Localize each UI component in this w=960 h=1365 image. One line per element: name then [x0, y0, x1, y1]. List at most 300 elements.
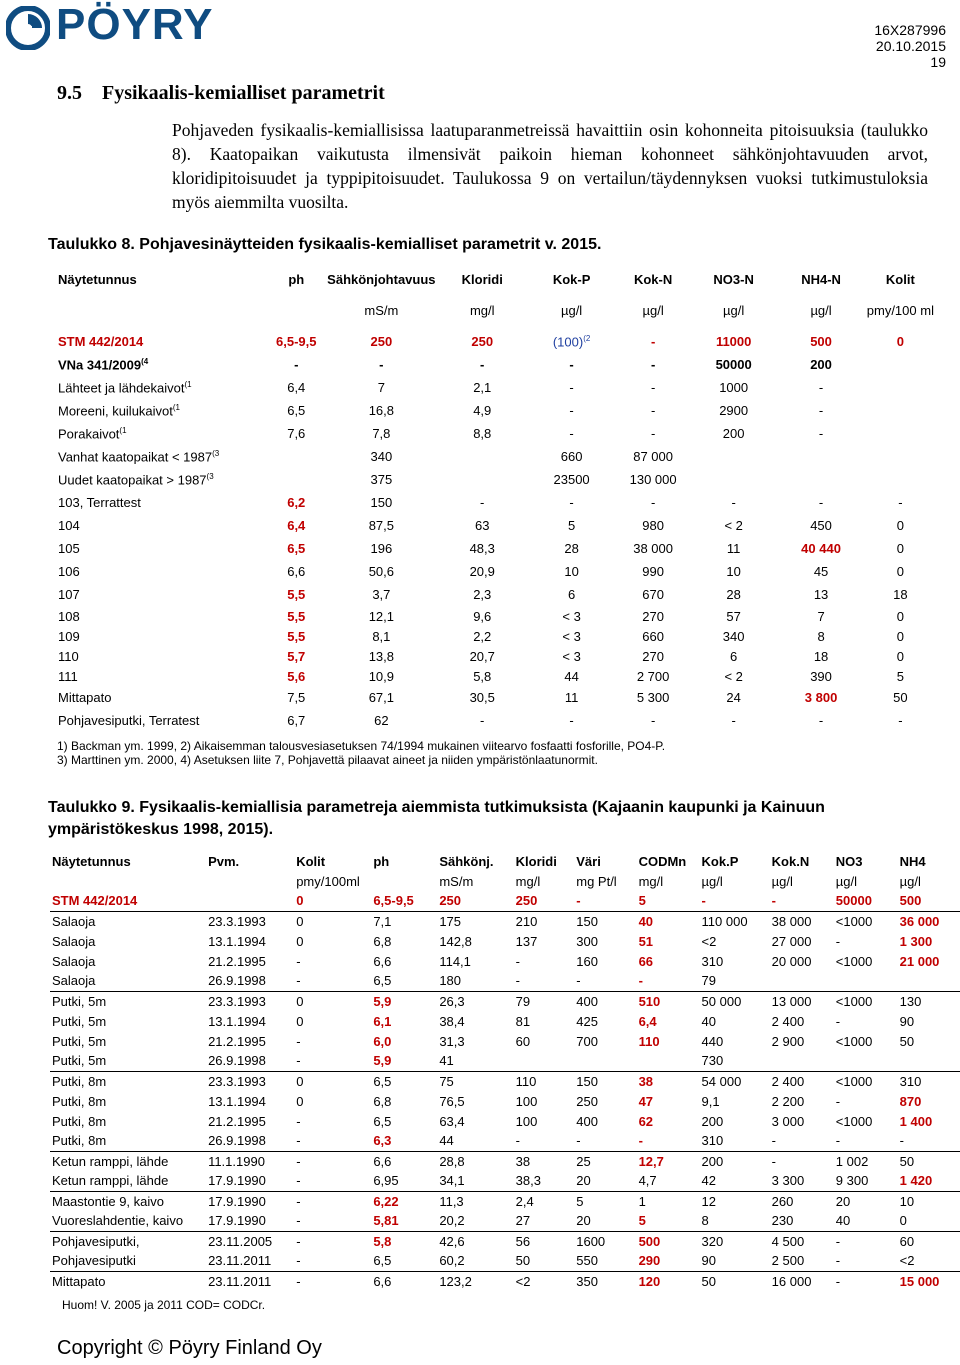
table8-row — [56, 445, 936, 468]
table9-row — [50, 1131, 960, 1151]
table8-row — [56, 537, 936, 560]
table8-cell: 57 — [726, 608, 741, 624]
table8-cell: 63 — [474, 518, 490, 533]
table9-cell: 500 — [899, 893, 922, 909]
table9-cell: 6,8 — [373, 933, 392, 949]
table8-cell: 104 — [58, 518, 80, 533]
table8-cell: 10 — [726, 564, 741, 579]
table8-cell: 8 — [817, 628, 825, 644]
table9-cell: 54 000 — [700, 1071, 770, 1091]
table9-cell: 3 300 — [771, 1173, 805, 1189]
table9-cell — [574, 1051, 636, 1071]
table8-cell: 6,6 — [287, 564, 306, 579]
table9-cell: 36 000 — [898, 911, 960, 931]
table8-cell: Uudet kaatopaikat > $1987^{(3}$ — [58, 471, 214, 488]
table9-unit-cell: µg/l — [701, 873, 723, 889]
table8-cell: 87 000 — [633, 449, 673, 464]
table8-cell: 6,5 — [287, 403, 306, 418]
table9 — [50, 851, 960, 1291]
table9-row — [50, 1051, 960, 1071]
table9-cell: 290 — [638, 1253, 661, 1269]
table8-cell: 500 — [810, 334, 832, 349]
table8-footnote-2: 3) Marttinen ym. 2000, 4) Asetuksen liite 7, Pohjavettä pilaavat aineet ja niiden ympäristönlaatunormit. — [57, 753, 598, 767]
table9-cell: 870 — [899, 1093, 922, 1109]
table9-unit-cell: µg/l — [899, 873, 921, 889]
table8-cell: - — [480, 713, 485, 728]
table9-cell: 0 — [294, 911, 371, 931]
table9-unit-cell: pmy/100ml — [296, 873, 360, 889]
table9-cell — [206, 891, 294, 911]
table9-cell: 6,6 — [373, 953, 392, 969]
table8-unit-cell: µg/l — [560, 302, 583, 318]
table8-cell: 105 — [58, 541, 80, 556]
table9-cell: 60 — [898, 1231, 960, 1251]
intro-paragraph: Pohjaveden fysikaalis-kemiallisissa laatuparanmetreissä havaittiin osin kohonneita pitoisuuksia (taulukko 8). Kaatopaikan vaikutusta ilmensivät paikoin hieman kohonneet sähkönjohtavuuden arvot, kloridipitoisuudet ja typpipitoisuudet. Taulukossa 9 on vertailun/täydennyksen vuoksi tutkimustuloksia myös aiemmilta vuosilta. — [172, 120, 928, 212]
table9-cell: 110 000 — [700, 911, 770, 931]
table8-unit-cell: µg/l — [810, 302, 832, 318]
table8-cell: 130 000 — [629, 472, 677, 487]
table8-cell: 5,8 — [473, 668, 492, 684]
table9-cell: 230 — [771, 1213, 794, 1229]
table8-cell: - — [650, 334, 656, 349]
table9-cell: 110 — [638, 1033, 660, 1049]
table9-cell: Putki, 8m — [52, 1113, 107, 1129]
table9-cell: 17.9.1990 — [208, 1173, 266, 1189]
table9-cell: 50 000 — [700, 991, 770, 1011]
table9-cell: 42 — [701, 1173, 716, 1189]
table8-cell: 270 — [642, 608, 664, 624]
table9-unit-cell — [371, 871, 437, 891]
table8-cell: 11000 — [715, 334, 752, 349]
footnote-marker: (3 — [212, 448, 220, 458]
table9-cell: 23.3.1993 — [206, 991, 294, 1011]
table8-cell — [865, 353, 936, 376]
table9-cell: 21.2.1995 — [208, 1033, 266, 1049]
table8-row — [56, 468, 936, 491]
table8-cell: 390 — [810, 668, 832, 684]
table9-cell: - — [296, 1213, 301, 1229]
table8-row — [56, 583, 936, 606]
table8-cell: - — [379, 357, 384, 372]
table8-cell: 250 — [471, 334, 494, 349]
table9-cell: 5,9 — [371, 991, 437, 1011]
table9-cell: - — [294, 1231, 371, 1251]
table8-row — [56, 666, 936, 686]
table9-cell: 6,5-9,5 — [373, 893, 414, 909]
table9-cell: 1600 — [574, 1231, 636, 1251]
table9-cell: 175 — [437, 911, 513, 931]
table8-cell: - — [650, 713, 656, 728]
table8-cell: 30,5 — [469, 690, 495, 705]
table8-header-cell: ph — [288, 271, 305, 287]
footnote-marker: (1 — [184, 379, 192, 389]
table9-row — [50, 1271, 960, 1291]
table9-cell: 0 — [296, 933, 304, 949]
table9-cell: Putki, 5m — [50, 991, 206, 1011]
poyry-swirl-icon — [6, 6, 50, 50]
table8-cell: - — [650, 357, 656, 372]
table9-cell: - — [515, 953, 520, 969]
table9-cell — [834, 1051, 898, 1071]
table9-cell: 16 000 — [770, 1271, 834, 1291]
table9-cell: 160 — [576, 953, 598, 969]
table9-cell: 40 — [701, 1013, 716, 1029]
table8-unit-cell: mS/m — [364, 302, 399, 318]
table9-cell: 26.9.1998 — [208, 973, 266, 989]
table8-cell: 1000 — [719, 380, 749, 395]
table9-cell: 150 — [574, 911, 636, 931]
table9-unit-cell: mg/l — [638, 873, 664, 889]
table9-cell: 27 — [515, 1213, 531, 1229]
table8-cell: - — [569, 380, 574, 395]
table9-row — [50, 891, 960, 911]
footnote-marker: (4 — [141, 356, 149, 366]
table9-cell: 2,4 — [514, 1191, 575, 1211]
table9-cell: 21.2.1995 — [208, 953, 266, 969]
table9-cell: 76,5 — [439, 1093, 465, 1109]
table8-cell: - — [569, 357, 574, 372]
table8-cell: 38 000 — [633, 541, 673, 556]
table9-cell: 1 300 — [899, 933, 933, 949]
table8-cell: 7,8 — [372, 426, 391, 441]
table9-unit-cell: µg/l — [771, 873, 793, 889]
table9-cell: Vuoreslahdentie, kaivo — [52, 1213, 184, 1229]
table8-cell: 62 — [374, 713, 389, 728]
table9-cell: 50 — [515, 1253, 531, 1269]
table8-cell: - — [569, 713, 574, 728]
table9-cell: <2 — [899, 1253, 915, 1269]
table8-cell: < 2 — [724, 668, 743, 684]
table9-cell: - — [835, 1253, 841, 1269]
table9-cell: 0 — [296, 1013, 304, 1029]
table9-cell: 79 — [701, 973, 716, 989]
table9-cell: 2 500 — [771, 1253, 805, 1269]
table9-cell: Salaoja — [52, 953, 96, 969]
table9-cell: 50 — [899, 1033, 915, 1049]
table8-cell: 107 — [58, 587, 80, 602]
table9-cell: - — [899, 1133, 904, 1149]
table8-cell: 20,7 — [469, 648, 495, 664]
table9-cell: 40 — [637, 911, 700, 931]
table8-cell: 980 — [642, 518, 664, 533]
table9-cell — [770, 971, 834, 991]
table8-cell: - — [569, 495, 574, 510]
table8-cell: 24 — [726, 690, 741, 705]
table8-cell — [267, 468, 325, 491]
table9-cell: Salaoja — [52, 973, 96, 989]
table8-cell: 2,1 — [473, 380, 492, 395]
table9-header-cell: Väri — [576, 853, 601, 869]
table9-cell: - — [294, 1151, 371, 1171]
table8-cell: 670 — [642, 587, 664, 602]
table8-cell: 0 — [896, 608, 904, 624]
table9-cell: 28,8 — [437, 1151, 513, 1171]
table8-cell: 660 — [560, 449, 583, 464]
table9-cell: 5 — [638, 1213, 646, 1229]
table8-cell: 108 — [58, 608, 80, 624]
table8-cell: 3 800 — [804, 690, 838, 705]
table8-cell: - — [818, 380, 824, 395]
table9-cell: 56 — [514, 1231, 575, 1251]
table8-header-cell: Kloridi — [461, 271, 503, 287]
table9-cell: <2 — [701, 933, 717, 949]
table8-cell: Mittapato — [58, 690, 112, 705]
table9-row — [50, 1231, 960, 1251]
table8-cell: - — [731, 713, 736, 728]
table9-cell: - — [294, 1271, 371, 1291]
table9-cell: 40 — [835, 1213, 851, 1229]
section-title: 9.5 Fysikaalis-kemialliset parametrit — [57, 82, 385, 104]
table8-cell: 196 — [370, 541, 393, 556]
table9-cell: 6,5 — [373, 973, 392, 989]
table9-cell: - — [835, 933, 841, 949]
table9-cell: STM 442/2014 — [52, 893, 138, 909]
table9-cell: 250 — [439, 893, 462, 909]
table9-row — [50, 1071, 960, 1091]
table9-cell: Putki, 8m — [52, 1133, 107, 1149]
table8-unit-cell — [267, 290, 325, 330]
table9-cell — [898, 971, 960, 991]
table9-cell: - — [296, 1253, 301, 1269]
table9-cell: 425 — [576, 1013, 598, 1029]
table9-header-cell: CODMn — [638, 853, 687, 869]
table9-cell: 0 — [296, 1093, 304, 1109]
table8-header-cell: NH4-N — [801, 271, 841, 287]
table8-cell: 11 — [564, 690, 579, 705]
table9-cell: 0 — [296, 893, 304, 909]
table8-row — [56, 353, 936, 376]
table8-cell: STM 442/2014 — [58, 334, 144, 349]
table9-cell: 51 — [638, 933, 654, 949]
table9-cell: 38,3 — [515, 1173, 541, 1189]
table9-cell: 6,8 — [373, 1093, 392, 1109]
table8-cell — [438, 445, 527, 468]
table8-cell: 110 — [58, 648, 79, 664]
table8-cell: 6,2 — [287, 495, 306, 510]
table8-cell: 11 — [726, 541, 741, 556]
table9-cell: 1 002 — [834, 1151, 898, 1171]
table9-cell: 60 — [515, 1033, 531, 1049]
table8-cell: - — [650, 426, 656, 441]
table9-cell: 25 — [574, 1151, 636, 1171]
table8-footnote-1: 1) Backman ym. 1999, 2) Aikaisemman talousvesiasetuksen 74/1994 mukainen viitearvo fosfaatti fosforille, PO4-P. — [57, 739, 666, 753]
table9-unit-cell — [206, 871, 294, 891]
table9-cell: - — [770, 1151, 834, 1171]
table9-cell: 350 — [574, 1271, 636, 1291]
table9-row — [50, 971, 960, 991]
footnote-marker: (3 — [206, 471, 214, 481]
table9-unit-cell: mg Pt/l — [576, 873, 617, 889]
table8-cell: 45 — [813, 564, 829, 579]
table9-cell: 300 — [576, 933, 598, 949]
table9-cell: - — [701, 893, 706, 909]
table9-cell: <1000 — [835, 1113, 873, 1129]
table8-header-cell: Sähkönjohtavuus — [327, 271, 436, 287]
table8-cell: 340 — [370, 449, 393, 464]
table9-cell: 100 — [515, 1093, 538, 1109]
table9-cell: 62 — [638, 1113, 654, 1129]
footnote-marker: (2 — [583, 333, 591, 343]
table9-cell: 6,5 — [373, 1253, 392, 1269]
table9-cell: 20 000 — [771, 953, 812, 969]
table9-cell: - — [835, 1013, 841, 1029]
table8-unit-cell: mg/l — [469, 302, 495, 318]
table9-cell: 90 — [899, 1013, 915, 1029]
table9-cell: 150 — [574, 1071, 636, 1091]
table9-cell: Ketun ramppi, lähde — [50, 1151, 206, 1171]
table8-cell: 6 — [567, 587, 576, 602]
table8-header-cell: Näytetunnus — [58, 271, 137, 287]
table8-cell: 0 — [896, 518, 904, 533]
table8-cell: 2,3 — [473, 587, 492, 602]
table8-header-cell: Kok-N — [633, 271, 673, 287]
table8-cell: 7 — [817, 608, 825, 624]
table8-cell: 87,5 — [368, 518, 394, 533]
table9-row — [50, 1211, 960, 1231]
table9-cell: - — [296, 1033, 301, 1049]
table8-cell: 340 — [722, 628, 745, 644]
table8-cell: $(100)^{(2}$ — [552, 333, 591, 350]
table8-cell: - — [898, 495, 903, 510]
table8-cell — [438, 468, 527, 491]
table8-cell: 111 — [58, 668, 78, 684]
table9-cell: 137 — [515, 933, 538, 949]
table9-row — [50, 1151, 960, 1171]
table9-cell: - — [834, 1231, 898, 1251]
table8-cell: 12,1 — [368, 608, 394, 624]
table9-cell: Ketun ramppi, lähde — [52, 1173, 169, 1189]
table9-cell: 34,1 — [439, 1173, 465, 1189]
document-date: 20.10.2015 — [875, 38, 946, 54]
table9-cell: - — [834, 1271, 898, 1291]
table9-header-cell: Näytetunnus — [52, 853, 131, 869]
table9-cell: 1 400 — [899, 1113, 933, 1129]
table9-cell: 120 — [637, 1271, 700, 1291]
table9-cell: 110 — [514, 1071, 575, 1091]
table9-cell: 9 300 — [835, 1173, 869, 1189]
table9-cell: 2 400 — [771, 1013, 805, 1029]
table9-cell: 12,7 — [637, 1151, 700, 1171]
table8-cell: 200 — [722, 426, 745, 441]
table9-cell: <1000 — [835, 953, 873, 969]
table8-cell: 450 — [810, 518, 832, 533]
table9-cell: 4 500 — [770, 1231, 834, 1251]
table9-cell: 23.11.2011 — [206, 1271, 294, 1291]
table9-cell: - — [771, 893, 777, 909]
table9-cell: 42,6 — [437, 1231, 513, 1251]
table8-cell — [865, 468, 936, 491]
table8-cell: 50000 — [715, 357, 752, 372]
table9-cell: 1 420 — [899, 1173, 933, 1189]
table9-caption: Taulukko 9. Fysikaalis-kemiallisia parametreja aiemmista tutkimuksista (Kajaanin kaupunki ja Kainuun ympäristökeskus 1998, 2015). — [48, 799, 825, 838]
table9-cell: 6,95 — [373, 1173, 399, 1189]
table8-cell: 8,8 — [473, 426, 492, 441]
table8-cell: 5 300 — [636, 690, 670, 705]
table9-cell: Putki, 5m — [52, 1013, 107, 1029]
table9-cell: - — [296, 1173, 301, 1189]
table8-row — [56, 626, 936, 646]
table9-row — [50, 1111, 960, 1131]
table9-cell: - — [576, 1133, 581, 1149]
table9-row — [50, 991, 960, 1011]
copyright: Copyright © Pöyry Finland Oy — [57, 1337, 322, 1359]
table8-cell: 0 — [896, 334, 904, 349]
table9-cell: 0 — [899, 1213, 907, 1229]
table9-header-cell: Sähkönj. — [439, 853, 494, 869]
table9-row — [50, 1191, 960, 1211]
table9-cell: 26.9.1998 — [208, 1133, 266, 1149]
table9-cell: 13.1.1994 — [208, 1093, 266, 1109]
table8-cell: - — [650, 495, 656, 510]
table8-cell: 0 — [896, 648, 904, 664]
table8-cell: < 3 — [562, 628, 581, 644]
table8-cell: 10 — [564, 564, 579, 579]
table8-cell: 48,3 — [469, 541, 495, 556]
table8-cell: 4,9 — [473, 403, 492, 418]
document-info — [874, 22, 946, 70]
table8-cell: 150 — [370, 495, 393, 510]
table9-cell: - — [294, 1191, 371, 1211]
table9-cell: 23.3.1993 — [206, 1071, 294, 1091]
table9-cell: 250 — [576, 1093, 598, 1109]
table9-cell: 15 000 — [898, 1271, 960, 1291]
table9-cell: 130 — [898, 991, 960, 1011]
table9-cell: - — [296, 1053, 301, 1069]
table9-row — [50, 1171, 960, 1191]
table8-cell: 20,9 — [469, 564, 495, 579]
table9-cell: - — [638, 1133, 643, 1149]
table9-row — [50, 1091, 960, 1111]
table9-cell: 6,1 — [373, 1013, 392, 1029]
table9-header-cell: ph — [373, 853, 390, 869]
table9-cell: 5 — [638, 893, 646, 909]
table9-header-cell: Kok.N — [771, 853, 810, 869]
table9-cell: 13 000 — [770, 991, 834, 1011]
table9-cell: 23.3.1993 — [206, 911, 294, 931]
table9-cell: - — [515, 973, 520, 989]
table8-unit-cell — [56, 290, 267, 330]
table8-cell: Porakaivot$^{(1}$ — [58, 425, 127, 442]
table9-cell: 10 — [898, 1191, 960, 1211]
table8-cell: 10,9 — [368, 668, 394, 684]
table9-cell: 50000 — [835, 893, 872, 909]
table8-row — [56, 686, 936, 709]
table8-row — [56, 491, 936, 514]
table9-cell: 50 — [700, 1271, 770, 1291]
table9-cell: 9,1 — [701, 1093, 720, 1109]
table9-cell: 38 — [637, 1071, 700, 1091]
table8-cell — [690, 468, 777, 491]
table8-cell: 28 — [726, 587, 741, 602]
table9-cell: - — [576, 973, 581, 989]
table8-cell: 6,4 — [287, 380, 306, 395]
table8-cell: 3,7 — [372, 587, 391, 602]
table9-cell: 5 — [574, 1191, 636, 1211]
table8-cell: 13 — [813, 587, 829, 602]
table8-unit-cell: µg/l — [723, 302, 745, 318]
table9-cell: 4,7 — [638, 1173, 657, 1189]
table9-header-cell: Kloridi — [515, 853, 557, 869]
table9-cell: 47 — [638, 1093, 654, 1109]
table9-row — [50, 951, 960, 971]
table9-cell: 6,6 — [371, 1151, 437, 1171]
table9-cell: <1000 — [835, 1033, 873, 1049]
table9-cell: 260 — [770, 1191, 834, 1211]
table9-cell: 142,8 — [439, 933, 472, 949]
table9-cell: <2 — [514, 1271, 575, 1291]
table8-cell: - — [818, 426, 824, 441]
table8-cell: - — [818, 403, 824, 418]
